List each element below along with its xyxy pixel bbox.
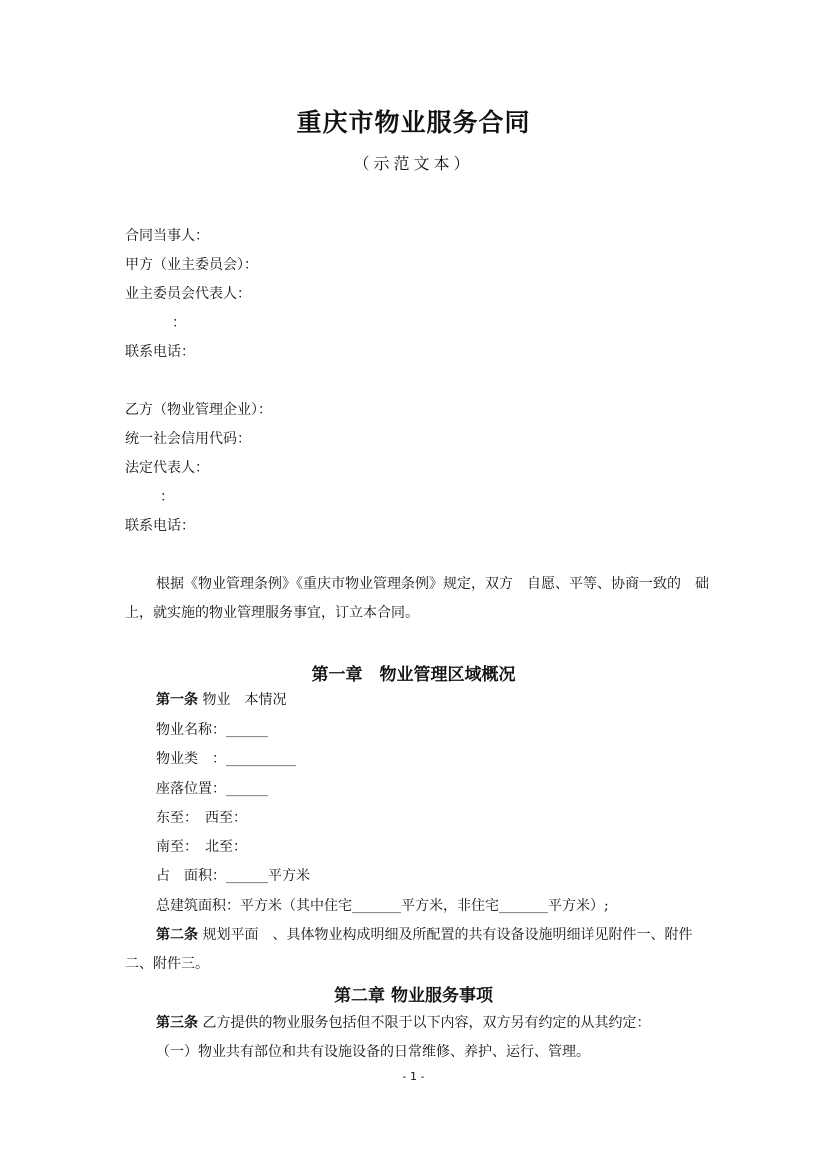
service-item-1: （一）物业共有部位和共有设施设备的日常维修、养护、运行、管理。 [156,1044,590,1060]
contract-title: 重庆市物业服务合同 [296,108,531,137]
party-b-phone: 联系电话： [125,518,195,534]
party-b-label: 乙方（物业管理企业）： [125,402,272,418]
article-1-label: 第一条 [156,692,198,708]
chapter-1-heading: 第一章 物业管理区域概况 [311,665,516,685]
party-a-representative: 业主委员会代表人： [125,286,251,302]
article-1 [156,690,286,710]
page-number: - 1 - [402,1070,425,1083]
party-b-legal-representative: 法定代表人： [125,460,209,476]
party-b-credit-code: 统一社会信用代码： [125,431,251,447]
party-a-colon: ： [172,315,186,331]
article-2-label: 第二条 [156,927,198,943]
article-3 [156,1013,650,1033]
property-location: 座落位置：______ [156,781,268,797]
article-2 [125,921,715,979]
boundary-east-west: 东至： 西至： [156,810,247,826]
article-3-label: 第三条 [156,1015,198,1031]
contract-subtitle: （示范文本） [353,154,474,173]
party-b-colon: ： [160,489,174,505]
property-name: 物业名称：______ [156,722,268,738]
party-a-label: 甲方（业主委员会）： [125,257,258,273]
building-area: 总建筑面积：平方米（其中住宅_______平方米，非住宅_______平方米）; [156,898,609,914]
article-3-text: 乙方提供的物业服务包括但不限于以下内容，双方另有约定的从其约定： [202,1015,651,1031]
chapter-2-heading: 第二章 物业服务事项 [334,986,493,1006]
article-1-text: 物业 本情况 [202,692,287,708]
preamble-paragraph: 根据《物业管理条例》《重庆市物业管理条例》规定，双方 自愿、平等、协商一致的 础上，就实施的物业管理服务事宜，订立本合同。 [125,576,709,621]
boundary-south-north: 南至： 北至： [156,839,247,855]
article-2-text: 规划平面 、具体物业构成明细及所配置的共有设备设施明细详见附件一、附件二、附件三。 [125,927,693,972]
parties-header: 合同当事人： [125,228,209,244]
land-area: 占 面积：______平方米 [156,868,310,884]
party-a-phone: 联系电话： [125,344,195,360]
property-type: 物业类 ：__________ [156,751,296,767]
